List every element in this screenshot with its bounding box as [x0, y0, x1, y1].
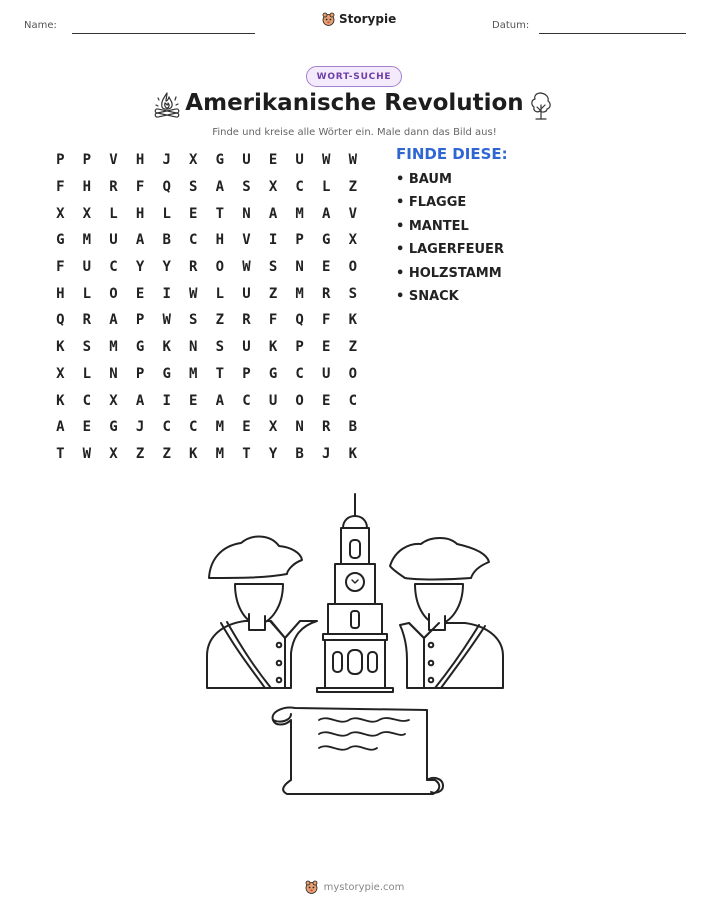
- grid-letter[interactable]: U: [322, 365, 331, 382]
- word-item: • MANTEL: [396, 218, 469, 234]
- brand-logo: [322, 12, 396, 26]
- grid-letter[interactable]: B: [162, 232, 171, 249]
- grid-letter[interactable]: C: [242, 392, 251, 409]
- grid-letter[interactable]: A: [215, 179, 225, 196]
- right-soldier: [390, 538, 503, 688]
- grid-letter[interactable]: U: [295, 152, 304, 169]
- grid-letter[interactable]: A: [135, 232, 145, 249]
- grid-letter[interactable]: O: [109, 285, 118, 302]
- grid-letter[interactable]: A: [268, 205, 278, 222]
- grid-letter[interactable]: S: [189, 179, 198, 196]
- grid-letter[interactable]: X: [268, 419, 278, 436]
- grid-letter[interactable]: U: [242, 285, 251, 302]
- tree-icon: [528, 90, 554, 122]
- grid-letter[interactable]: W: [242, 259, 251, 276]
- grid-letter[interactable]: A: [56, 419, 65, 436]
- grid-letter[interactable]: R: [242, 312, 251, 329]
- grid-letter[interactable]: G: [268, 365, 278, 382]
- grid-letter[interactable]: S: [82, 339, 92, 356]
- grid-letter[interactable]: E: [242, 419, 251, 436]
- grid-letter[interactable]: X: [109, 445, 118, 462]
- coloring-illustration[interactable]: [195, 488, 515, 798]
- grid-letter[interactable]: E: [322, 259, 331, 276]
- grid-letter[interactable]: Q: [295, 312, 304, 329]
- grid-letter[interactable]: I: [268, 232, 278, 249]
- grid-letter[interactable]: P: [295, 232, 304, 249]
- grid-letter[interactable]: F: [56, 259, 65, 276]
- date-label: Datum:: [492, 20, 530, 31]
- grid-letter[interactable]: P: [82, 152, 92, 169]
- word-search-badge: WORT-SUCHE: [306, 66, 402, 87]
- grid-letter[interactable]: M: [295, 285, 304, 302]
- grid-letter[interactable]: E: [189, 392, 198, 409]
- word-item: • LAGERFEUER: [396, 242, 504, 258]
- grid-letter[interactable]: U: [109, 232, 118, 249]
- grid-letter[interactable]: W: [189, 285, 198, 302]
- grid-letter[interactable]: Z: [135, 445, 145, 462]
- grid-letter[interactable]: L: [82, 285, 92, 302]
- grid-letter[interactable]: X: [82, 205, 92, 222]
- grid-letter[interactable]: M: [215, 419, 225, 436]
- grid-letter[interactable]: J: [135, 419, 145, 436]
- grid-letter[interactable]: P: [135, 365, 145, 382]
- grid-letter[interactable]: Z: [215, 312, 225, 329]
- grid-letter[interactable]: O: [215, 259, 225, 276]
- grid-letter[interactable]: L: [109, 205, 118, 222]
- grid-letter[interactable]: W: [162, 312, 171, 329]
- grid-letter[interactable]: A: [109, 312, 118, 329]
- grid-letter[interactable]: A: [135, 392, 145, 409]
- grid-letter[interactable]: S: [242, 179, 251, 196]
- grid-letter[interactable]: X: [56, 365, 65, 382]
- grid-letter[interactable]: M: [215, 445, 225, 462]
- grid-letter[interactable]: I: [162, 285, 171, 302]
- grid-letter[interactable]: V: [242, 232, 251, 249]
- grid-letter[interactable]: X: [189, 152, 198, 169]
- grid-letter[interactable]: A: [215, 392, 225, 409]
- grid-letter[interactable]: R: [322, 419, 331, 436]
- grid-letter[interactable]: L: [215, 285, 225, 302]
- grid-letter[interactable]: S: [348, 285, 358, 302]
- name-label: Name:: [24, 20, 57, 31]
- grid-letter[interactable]: T: [215, 205, 225, 222]
- grid-letter[interactable]: K: [348, 445, 358, 462]
- grid-letter[interactable]: P: [242, 365, 251, 382]
- grid-letter[interactable]: H: [56, 285, 65, 302]
- grid-letter[interactable]: Q: [162, 179, 171, 196]
- letter-grid[interactable]: [47, 147, 366, 467]
- grid-letter[interactable]: Z: [348, 179, 358, 196]
- page-title: Amerikanische Revolution: [185, 90, 524, 116]
- grid-letter[interactable]: H: [82, 179, 92, 196]
- grid-letter[interactable]: E: [268, 152, 278, 169]
- grid-letter[interactable]: O: [348, 259, 358, 276]
- grid-letter[interactable]: L: [322, 179, 331, 196]
- storypie-logo-icon: [322, 12, 335, 26]
- grid-letter[interactable]: E: [82, 419, 92, 436]
- grid-letter[interactable]: S: [268, 259, 278, 276]
- grid-letter[interactable]: K: [348, 312, 358, 329]
- grid-letter[interactable]: A: [322, 205, 331, 222]
- find-list-title: FINDE DIESE:: [396, 145, 508, 163]
- grid-letter[interactable]: U: [242, 152, 251, 169]
- grid-letter[interactable]: E: [135, 285, 145, 302]
- instructions: Finde und kreise alle Wörter ein. Male dann das Bild aus!: [212, 127, 497, 138]
- grid-letter[interactable]: W: [322, 152, 331, 169]
- grid-letter[interactable]: N: [295, 419, 304, 436]
- grid-letter[interactable]: Z: [268, 285, 278, 302]
- grid-letter[interactable]: Z: [348, 339, 358, 356]
- grid-letter[interactable]: H: [135, 152, 145, 169]
- grid-letter[interactable]: W: [348, 152, 358, 169]
- grid-letter[interactable]: H: [215, 232, 225, 249]
- grid-letter[interactable]: H: [135, 205, 145, 222]
- bell-tower: [317, 494, 393, 692]
- grid-letter[interactable]: R: [109, 179, 118, 196]
- grid-letter[interactable]: T: [215, 365, 225, 382]
- grid-letter[interactable]: I: [162, 392, 171, 409]
- grid-letter[interactable]: F: [322, 312, 331, 329]
- grid-letter[interactable]: M: [109, 339, 118, 356]
- grid-letter[interactable]: L: [82, 365, 92, 382]
- grid-letter[interactable]: F: [56, 179, 65, 196]
- grid-letter[interactable]: B: [348, 419, 358, 436]
- grid-letter[interactable]: V: [348, 205, 358, 222]
- grid-letter[interactable]: J: [162, 152, 171, 169]
- grid-letter[interactable]: R: [189, 259, 198, 276]
- grid-letter[interactable]: F: [135, 179, 145, 196]
- grid-letter[interactable]: K: [56, 392, 65, 409]
- grid-letter[interactable]: K: [162, 339, 171, 356]
- footer: [0, 880, 709, 894]
- grid-letter[interactable]: J: [322, 445, 331, 462]
- grid-letter[interactable]: C: [295, 365, 304, 382]
- word-item: • FLAGGE: [396, 195, 467, 211]
- grid-letter[interactable]: G: [135, 339, 145, 356]
- grid-letter[interactable]: P: [295, 339, 304, 356]
- grid-letter[interactable]: N: [109, 365, 118, 382]
- grid-letter[interactable]: Y: [162, 259, 171, 276]
- grid-letter[interactable]: N: [295, 259, 304, 276]
- grid-letter[interactable]: P: [135, 312, 145, 329]
- grid-letter[interactable]: G: [109, 419, 118, 436]
- grid-letter[interactable]: Y: [268, 445, 278, 462]
- grid-letter[interactable]: K: [268, 339, 278, 356]
- brand-name: Storypie: [339, 12, 397, 26]
- word-item: • HOLZSTAMM: [396, 265, 502, 281]
- grid-letter[interactable]: E: [189, 205, 198, 222]
- grid-letter[interactable]: N: [242, 205, 251, 222]
- grid-letter[interactable]: M: [189, 365, 198, 382]
- grid-letter[interactable]: O: [348, 365, 358, 382]
- grid-letter[interactable]: C: [189, 419, 198, 436]
- word-item: • BAUM: [396, 172, 452, 187]
- footer-site[interactable]: mystorypie.com: [323, 881, 405, 893]
- grid-letter[interactable]: O: [295, 392, 304, 409]
- grid-letter[interactable]: M: [295, 205, 304, 222]
- grid-letter[interactable]: V: [109, 152, 118, 169]
- grid-letter[interactable]: Q: [56, 312, 65, 329]
- word-item: • SNACK: [396, 288, 459, 304]
- grid-letter[interactable]: K: [56, 339, 65, 356]
- grid-letter[interactable]: G: [215, 152, 225, 169]
- grid-letter[interactable]: Z: [162, 445, 171, 462]
- grid-letter[interactable]: X: [109, 392, 118, 409]
- grid-letter[interactable]: S: [215, 339, 225, 356]
- grid-letter[interactable]: E: [322, 339, 331, 356]
- grid-letter[interactable]: C: [82, 392, 92, 409]
- grid-letter[interactable]: Y: [135, 259, 145, 276]
- left-soldier: [207, 537, 317, 688]
- grid-letter[interactable]: T: [56, 445, 65, 462]
- grid-letter[interactable]: G: [322, 232, 331, 249]
- grid-letter[interactable]: C: [189, 232, 198, 249]
- grid-letter[interactable]: U: [242, 339, 251, 356]
- grid-letter[interactable]: C: [109, 259, 118, 276]
- grid-letter[interactable]: C: [348, 392, 358, 409]
- grid-letter[interactable]: S: [189, 312, 198, 329]
- grid-letter[interactable]: B: [295, 445, 304, 462]
- name-line[interactable]: [72, 33, 255, 34]
- grid-letter[interactable]: C: [162, 419, 171, 436]
- grid-letter[interactable]: M: [82, 232, 92, 249]
- scroll: [273, 708, 443, 794]
- grid-letter[interactable]: E: [322, 392, 331, 409]
- grid-letter[interactable]: X: [268, 179, 278, 196]
- grid-letter[interactable]: W: [82, 445, 92, 462]
- grid-letter[interactable]: G: [162, 365, 171, 382]
- grid-letter[interactable]: X: [56, 205, 65, 222]
- grid-letter[interactable]: K: [189, 445, 198, 462]
- grid-letter[interactable]: X: [348, 232, 358, 249]
- grid-letter[interactable]: F: [268, 312, 278, 329]
- grid-letter[interactable]: T: [242, 445, 251, 462]
- storypie-logo-icon: [305, 880, 318, 894]
- grid-letter[interactable]: L: [162, 205, 171, 222]
- word-list: [396, 171, 504, 311]
- grid-letter[interactable]: G: [56, 232, 65, 249]
- grid-letter[interactable]: R: [322, 285, 331, 302]
- grid-letter[interactable]: U: [82, 259, 92, 276]
- date-line[interactable]: [539, 33, 686, 34]
- grid-letter[interactable]: R: [82, 312, 92, 329]
- grid-letter[interactable]: C: [295, 179, 304, 196]
- grid-letter[interactable]: P: [56, 152, 65, 169]
- grid-letter[interactable]: U: [268, 392, 278, 409]
- grid-letter[interactable]: N: [189, 339, 198, 356]
